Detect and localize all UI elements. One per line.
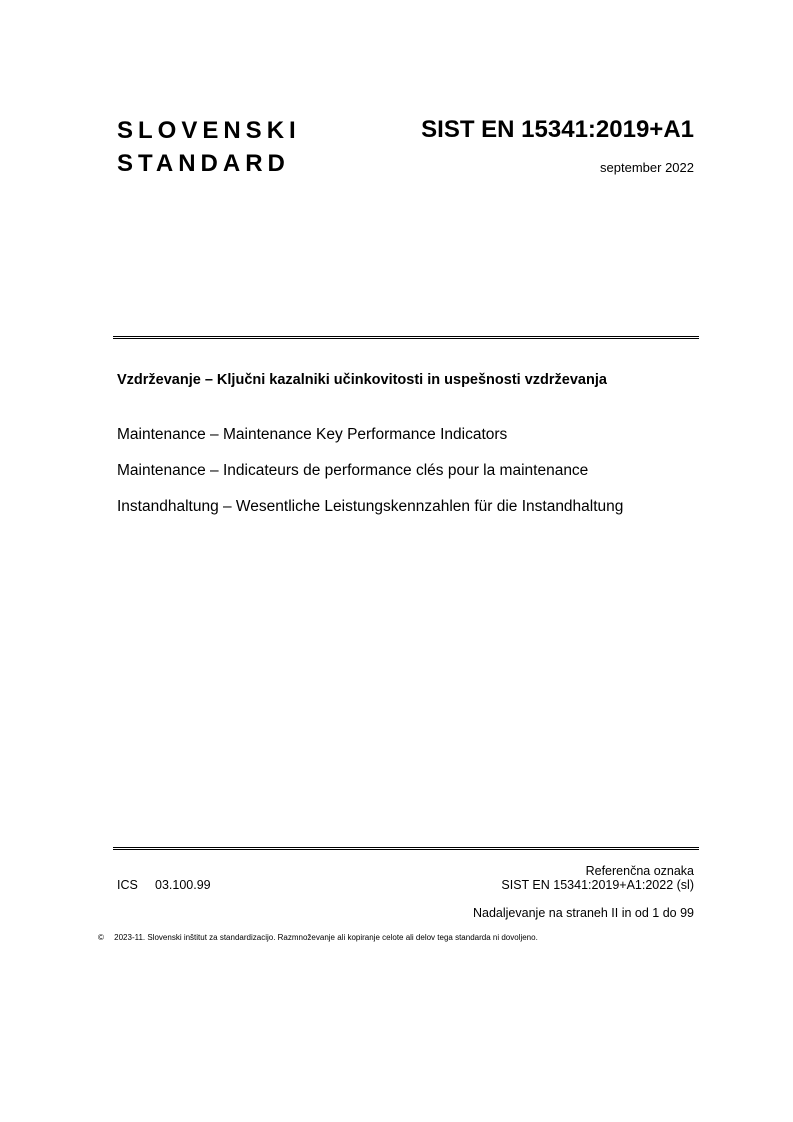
bottom-double-rule xyxy=(113,847,699,850)
publication-date: september 2022 xyxy=(600,160,694,175)
title-french: Maintenance – Indicateurs de performance clés pour la maintenance xyxy=(117,462,589,479)
continuation-note: Nadaljevanje na straneh II in od 1 do 99 xyxy=(473,906,694,920)
brand-line-2: STANDARD xyxy=(117,150,290,177)
title-english: Maintenance – Maintenance Key Performance Indicators xyxy=(117,426,508,443)
ics-value: 03.100.99 xyxy=(155,878,211,892)
ics-label: ICS xyxy=(117,878,138,892)
top-double-rule xyxy=(113,336,699,339)
copyright-symbol: © xyxy=(98,933,104,942)
standard-number: SIST EN 15341:2019+A1 xyxy=(421,116,694,143)
reference-value: SIST EN 15341:2019+A1:2022 (sl) xyxy=(501,878,694,892)
reference-label: Referenčna oznaka xyxy=(585,864,694,878)
copyright-notice xyxy=(98,933,538,943)
copyright-text: 2023-11. Slovenski inštitut za standardizacijo. Razmnoževanje ali kopiranje celote ali delov tega standarda ni dovoljeno. xyxy=(114,933,538,942)
brand-line-1: SLOVENSKI xyxy=(117,117,301,144)
title-german: Instandhaltung – Wesentliche Leistungskennzahlen für die Instandhaltung xyxy=(117,498,624,515)
title-slovenian: Vzdrževanje – Ključni kazalniki učinkovitosti in uspešnosti vzdrževanja xyxy=(117,372,607,388)
